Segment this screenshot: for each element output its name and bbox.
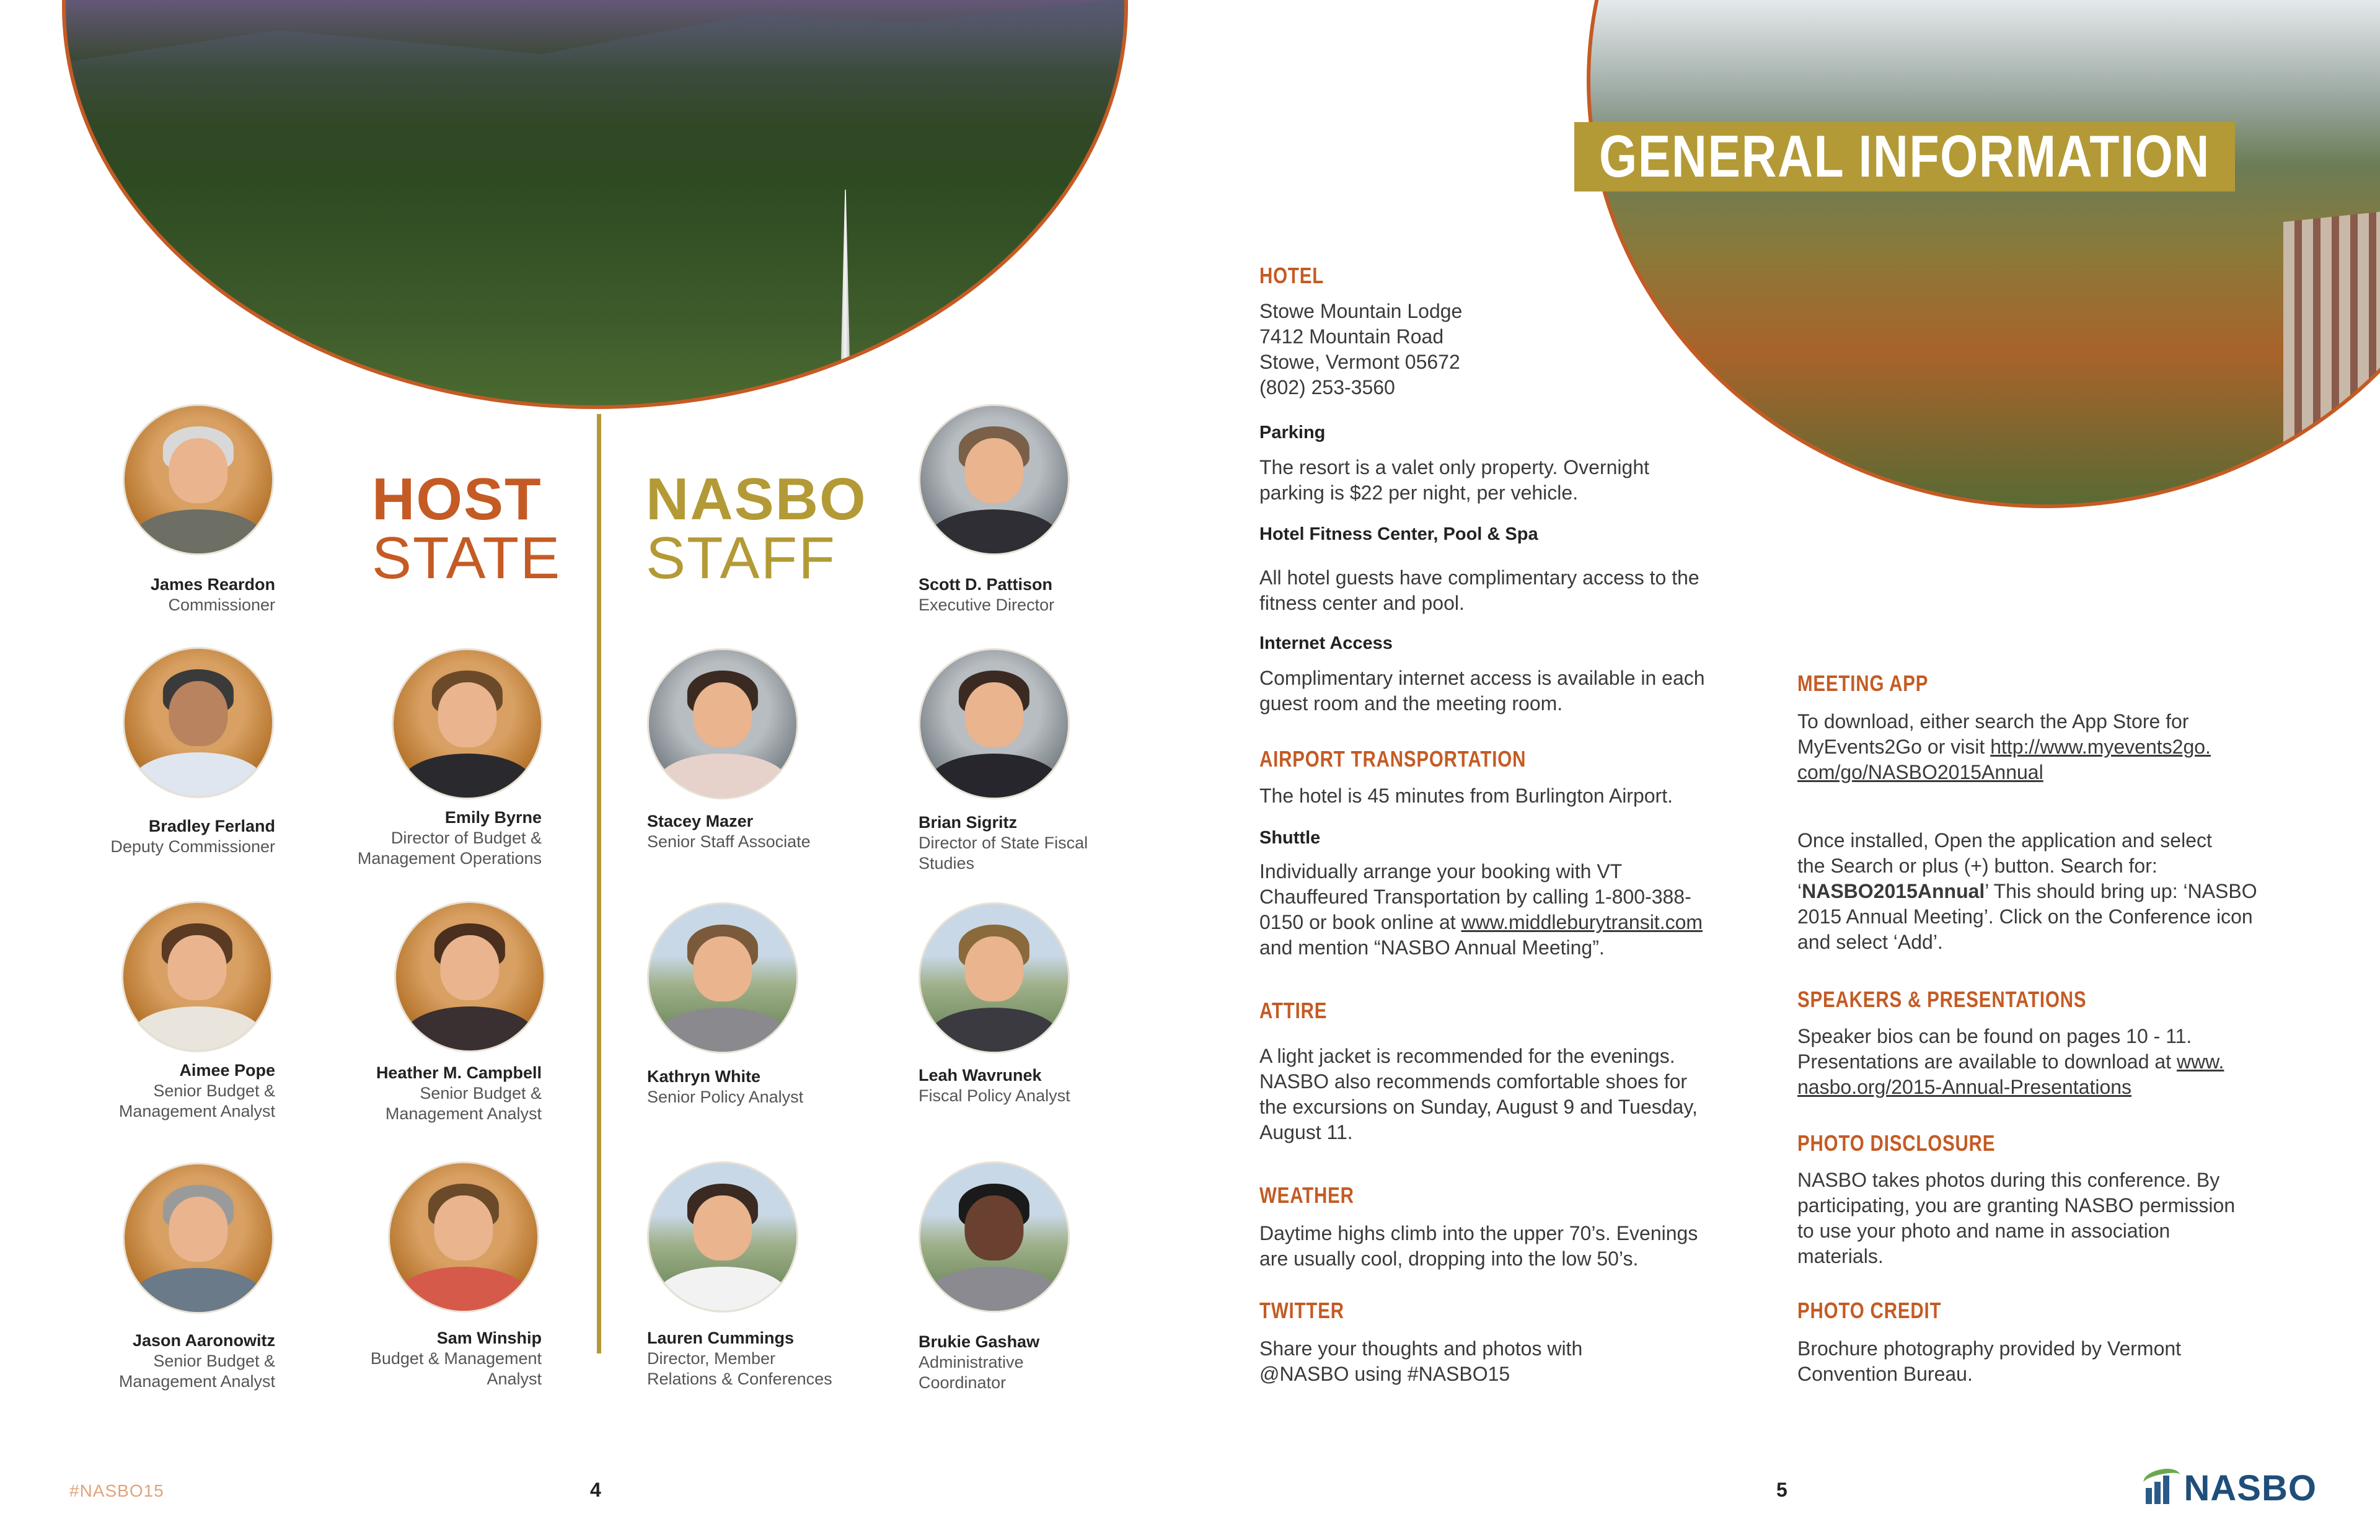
hero-photo-forest bbox=[62, 0, 1128, 409]
person-title: Management Analyst bbox=[118, 1372, 275, 1391]
person-name: Sam Winship bbox=[436, 1329, 542, 1347]
shuttle-booking-link[interactable]: www.middleburytransit.com bbox=[1461, 911, 1703, 933]
subheading-internet: Internet Access bbox=[1259, 633, 1393, 653]
person-card bbox=[647, 1066, 803, 1107]
address-line: 7412 Mountain Road bbox=[1259, 325, 1444, 348]
person-card bbox=[647, 811, 811, 852]
section-heading-meeting-app: MEETING APP bbox=[1797, 671, 1929, 696]
column-divider bbox=[597, 414, 601, 1353]
footer-hashtag: #NASBO15 bbox=[69, 1481, 164, 1500]
meeting-app-text: To download, either search the App Store for MyEvents2Go or visit http://www.myevents2go. com/go/NASBO2015Annual bbox=[1797, 710, 2211, 783]
presentations-link[interactable]: www. bbox=[2176, 1050, 2224, 1073]
photo-disclosure-text: NASBO takes photos during this conference. By participating, you are granting NASBO permission to use your photo and name in association materials. bbox=[1797, 1169, 2236, 1267]
person-title: Senior Policy Analyst bbox=[647, 1088, 804, 1106]
airport-text: The hotel is 45 minutes from Burlington Airport. bbox=[1259, 785, 1673, 807]
nasbo-logo-text: NASBO bbox=[2184, 1467, 2317, 1508]
staff-heading-line2: STAFF bbox=[646, 525, 836, 591]
section-heading-hotel: HOTEL bbox=[1259, 263, 1324, 288]
person-name: Jason Aaronowitz bbox=[132, 1331, 275, 1350]
presentations-link-cont[interactable]: nasbo.org/2015-Annual-Presentations bbox=[1797, 1076, 2132, 1098]
person-card bbox=[110, 816, 275, 857]
portrait-photo bbox=[919, 1161, 1070, 1313]
person-title: Management Analyst bbox=[118, 1102, 275, 1120]
person-name: Aimee Pope bbox=[179, 1061, 275, 1080]
portrait-photo bbox=[647, 648, 798, 799]
page-title-banner bbox=[1574, 122, 2235, 191]
person-card bbox=[371, 1327, 542, 1389]
person-card bbox=[376, 1062, 542, 1124]
hotel-address bbox=[1259, 299, 1786, 400]
subheading-parking: Parking bbox=[1259, 423, 1326, 442]
section-heading-attire: ATTIRE bbox=[1259, 998, 1328, 1023]
weather-text: Daytime highs climb into the upper 70’s. Evenings are usually cool, dropping into the low 50’s. bbox=[1259, 1222, 1698, 1270]
person-card bbox=[919, 1331, 1039, 1393]
section-heading-weather: WEATHER bbox=[1259, 1182, 1354, 1208]
person-title: Fiscal Policy Analyst bbox=[919, 1086, 1070, 1105]
person-name: Heather M. Campbell bbox=[376, 1063, 542, 1082]
person-card bbox=[151, 574, 275, 615]
host-heading-line1: HOST bbox=[372, 466, 542, 532]
person-name: Bradley Ferland bbox=[148, 817, 275, 835]
wooden-fence bbox=[2283, 207, 2380, 470]
person-title: Commissioner bbox=[168, 596, 275, 614]
person-title: Coordinator bbox=[919, 1373, 1007, 1392]
person-title: Director of State Fiscal bbox=[919, 834, 1088, 852]
person-title: Deputy Commissioner bbox=[110, 837, 275, 856]
person-title: Studies bbox=[919, 854, 975, 873]
person-title: Administrative bbox=[919, 1353, 1024, 1371]
portrait-photo bbox=[392, 648, 543, 799]
portrait-photo bbox=[121, 901, 273, 1052]
section-heading-speakers: SPEAKERS & PRESENTATIONS bbox=[1797, 987, 2087, 1012]
person-title: Analyst bbox=[487, 1370, 542, 1388]
person-title: Budget & Management bbox=[370, 1349, 542, 1368]
nasbo-logo-icon bbox=[2143, 1469, 2178, 1507]
fitness-text: All hotel guests have complimentary access to the fitness center and pool. bbox=[1259, 566, 1699, 614]
portrait-photo bbox=[919, 648, 1070, 799]
section-heading-photo-credit: PHOTO CREDIT bbox=[1797, 1298, 1942, 1323]
section-heading-airport: AIRPORT TRANSPORTATION bbox=[1259, 746, 1527, 772]
phone-number: (802) 253-3560 bbox=[1259, 376, 1395, 398]
person-card bbox=[919, 812, 1088, 874]
person-title: Director, Member bbox=[647, 1349, 776, 1368]
person-name: James Reardon bbox=[150, 575, 275, 594]
photo-credit-text: Brochure photography provided by Vermont Convention Bureau. bbox=[1797, 1337, 2182, 1385]
person-name: Emily Byrne bbox=[444, 808, 542, 827]
page-number-left: 4 bbox=[590, 1479, 601, 1501]
person-name: Kathryn White bbox=[647, 1067, 761, 1086]
person-title: Senior Staff Associate bbox=[647, 832, 811, 851]
mountain-ridge bbox=[66, 0, 1124, 126]
staff-heading-line1: NASBO bbox=[646, 466, 867, 532]
person-title: Management Operations bbox=[357, 849, 542, 868]
meeting-app-instructions: Once installed, Open the application and select the Search or plus (+) button. Search for: ‘NASBO2015Annual’ This should bring up: ‘NASBO 2015 Annual Meeting’. Click on the Conference icon and select ‘Add’. bbox=[1797, 829, 2257, 953]
host-heading-line2: STATE bbox=[372, 525, 562, 591]
page-number-right: 5 bbox=[1776, 1479, 1787, 1501]
nasbo-logo bbox=[2143, 1466, 2317, 1510]
church-steeple bbox=[840, 190, 850, 388]
portrait-photo bbox=[388, 1161, 539, 1313]
person-title: Management Analyst bbox=[385, 1104, 542, 1123]
myevents2go-link-cont[interactable]: com/go/NASBO2015Annual bbox=[1797, 761, 2043, 783]
myevents2go-link[interactable]: http://www.myevents2go. bbox=[1990, 736, 2211, 758]
person-name: Scott D. Pattison bbox=[919, 575, 1053, 594]
person-name: Brukie Gashaw bbox=[919, 1332, 1040, 1351]
person-title: Senior Budget & bbox=[153, 1352, 275, 1370]
person-name: Leah Wavrunek bbox=[919, 1066, 1042, 1085]
section-heading-twitter: TWITTER bbox=[1259, 1298, 1344, 1323]
parking-text: The resort is a valet only property. Overnight parking is $22 per night, per vehicle. bbox=[1259, 456, 1650, 504]
person-card bbox=[647, 1327, 832, 1389]
search-term: NASBO2015Annual bbox=[1802, 880, 1985, 902]
portrait-photo bbox=[123, 1163, 274, 1314]
person-card bbox=[919, 1065, 1070, 1106]
portrait-photo bbox=[919, 404, 1070, 555]
twitter-text: Share your thoughts and photos with @NASBO using #NASBO15 bbox=[1259, 1337, 1583, 1385]
shuttle-text: Individually arrange your booking with VT Chauffeured Transportation by calling 1-800-388- 0150 or book online at www.middleburytransit.com and mention “NASBO Annual Meeting”. bbox=[1259, 860, 1703, 959]
person-name: Lauren Cummings bbox=[647, 1329, 795, 1347]
portrait-photo bbox=[919, 902, 1070, 1054]
person-name: Stacey Mazer bbox=[647, 812, 754, 830]
person-title: Relations & Conferences bbox=[647, 1370, 832, 1388]
person-card bbox=[119, 1060, 275, 1122]
page-title: GENERAL INFORMATION bbox=[1599, 123, 2210, 190]
speakers-text: Speaker bios can be found on pages 10 - 11. Presentations are available to download at www. nasbo.org/2015-Annual-Presentations bbox=[1797, 1025, 2224, 1098]
internet-text: Complimentary internet access is available in each guest room and the meeting room. bbox=[1259, 667, 1705, 715]
attire-text: A light jacket is recommended for the evenings. NASBO also recommends comfortable shoes for the excursions on Sunday, August 9 and Tuesday, August 11. bbox=[1259, 1045, 1698, 1143]
hero-photo-mountain-view bbox=[1587, 0, 2380, 508]
address-line: Stowe, Vermont 05672 bbox=[1259, 351, 1460, 373]
person-card bbox=[119, 1330, 275, 1392]
person-title: Senior Budget & bbox=[420, 1084, 542, 1102]
person-title: Director of Budget & bbox=[390, 829, 542, 847]
person-card bbox=[919, 574, 1054, 615]
portrait-photo bbox=[647, 902, 798, 1054]
portrait-photo bbox=[123, 404, 274, 555]
section-heading-photo-disclosure: PHOTO DISCLOSURE bbox=[1797, 1130, 1996, 1156]
portrait-photo bbox=[647, 1161, 798, 1313]
address-line: Stowe Mountain Lodge bbox=[1259, 300, 1463, 322]
person-name: Brian Sigritz bbox=[919, 813, 1018, 832]
subheading-shuttle: Shuttle bbox=[1259, 828, 1321, 848]
person-card bbox=[358, 807, 542, 869]
subheading-fitness: Hotel Fitness Center, Pool & Spa bbox=[1259, 524, 1538, 544]
person-title: Executive Director bbox=[919, 596, 1055, 614]
person-title: Senior Budget & bbox=[153, 1081, 275, 1100]
portrait-photo bbox=[394, 901, 545, 1052]
portrait-photo bbox=[123, 647, 274, 798]
